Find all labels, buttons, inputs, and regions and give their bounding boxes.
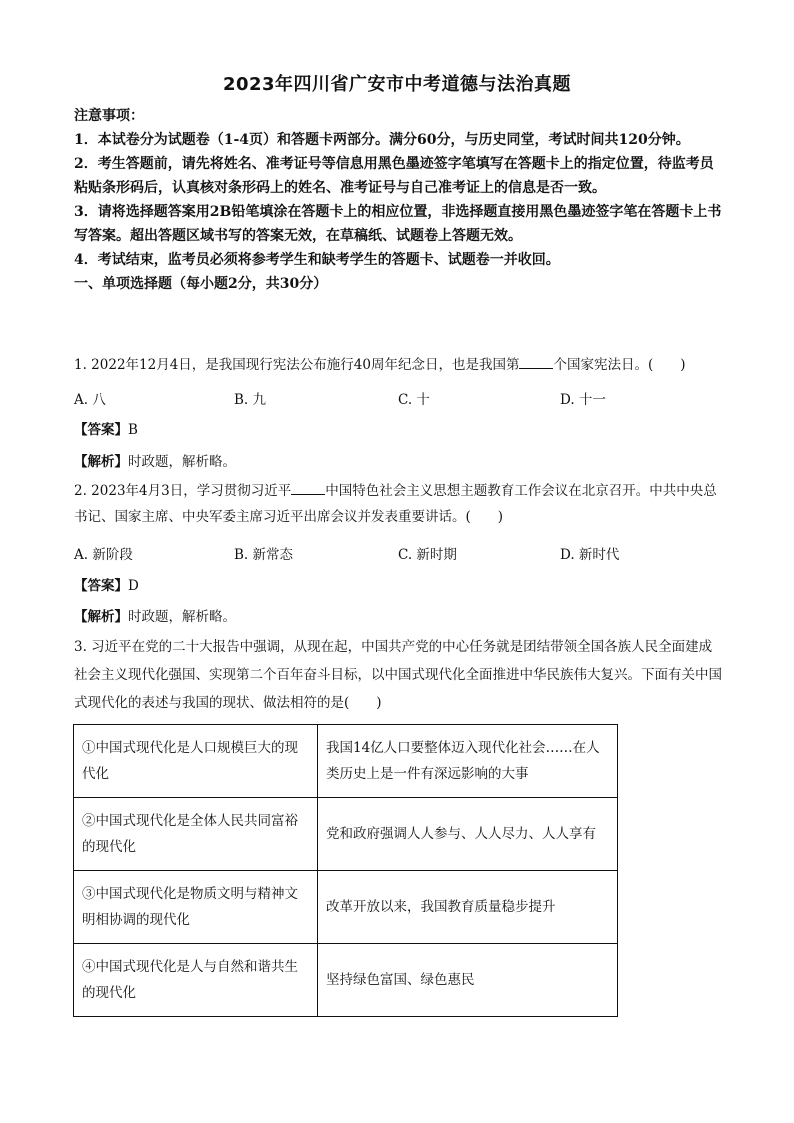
option-a: A. 八 [74,392,106,408]
table-row [74,871,618,944]
question-2-answer [74,574,139,594]
page-title: 2023年四川省广安市中考道德与法治真题 [222,74,572,95]
option-d: D. 新时代 [560,547,620,563]
table-cell: 改革开放以来，我国教育质量稳步提升 [318,871,618,944]
question-2-stem-part1: 2. 2023年4月3日，学习贯彻习近平 [74,483,292,499]
section-heading: 一、单项选择题（每小题2分，共30分） [74,276,328,292]
notice-item: 4．考试结束，监考员必须将参考学生和缺考学生的答题卡、试题卷一并收回。 [74,252,560,268]
fill-blank [519,354,553,369]
notice-heading: 注意事项： [74,108,144,124]
answer-label: 【答案】 [74,578,128,594]
option-b: B. 九 [234,392,267,408]
option-b: B. 新常态 [234,547,294,563]
fill-blank [291,480,325,495]
question-1-stem-part1: 1. 2022年12月4日，是我国现行宪法公布施行40周年纪念日，也是我国第 [74,357,520,373]
answer-label: 【答案】 [74,422,128,438]
table-cell: ②中国式现代化是全体人民共同富裕的现代化 [74,798,318,871]
question-2-analysis [74,605,236,625]
question-3-table [73,724,618,1017]
answer-value: D [128,578,139,594]
question-1-answer [74,418,138,438]
question-3-stem: 3. 习近平在党的二十大报告中强调，从现在起，中国共产党的中心任务就是团结带领全国各族人民全面建成社会主义现代化强国、实现第二个百年奋斗目标，以中国式现代化全面推进中华民族伟大复兴。下面有关中国式现代化的表述与我国的现状、做法相符的是( ) [74,639,722,711]
table-cell: ①中国式现代化是人口规模巨大的现代化 [74,725,318,798]
table-cell: 坚持绿色富国、绿色惠民 [318,944,618,1017]
table-cell: ③中国式现代化是物质文明与精神文明相协调的现代化 [74,871,318,944]
analysis-text: 时政题，解析略。 [128,609,236,625]
question-1-stem [74,352,724,378]
table-cell: 党和政府强调人人参与、人人尽力、人人享有 [318,798,618,871]
option-a: A. 新阶段 [74,547,133,563]
question-2-options [74,543,724,567]
option-c: C. 新时期 [398,547,457,563]
notice-item: 2．考生答题前，请先将姓名、准考证号等信息用黑色墨迹签字笔填写在答题卡上的指定位置，待监考员粘贴条形码后，认真核对条形码上的姓名、准考证号与自己准考证上的信息是否一致。 [74,156,714,196]
notice-block [74,104,724,296]
table-cell: 我国14亿人口要整体迈入现代化社会……在人类历史上是一件有深远影响的大事 [318,725,618,798]
question-1-analysis [74,450,236,470]
option-c: C. 十 [398,392,430,408]
analysis-text: 时政题，解析略。 [128,454,236,470]
table-row [74,944,618,1017]
question-2-stem-part2: 中国特色社会主义思想主题教育工作会议在北京召开。中共中央总书记、国家主席、中央军委主席习近平出席会议并发表重要讲话。( ) [74,483,717,525]
table-row [74,725,618,798]
answer-value: B [128,422,138,438]
analysis-label: 【解析】 [74,454,128,470]
question-2-stem [74,478,724,530]
question-1-options [74,388,724,412]
option-d: D. 十一 [560,392,606,408]
notice-item: 3．请将选择题答案用2B铅笔填涂在答题卡上的相应位置，非选择题直接用黑色墨迹签字笔在答题卡上书写答案。超出答题区域书写的答案无效，在草稿纸、试题卷上答题无效。 [74,204,722,244]
notice-item: 1．本试卷分为试题卷（1-4页）和答题卡两部分。满分60分，与历史同堂，考试时间共120分钟。 [74,132,690,148]
question-1-stem-part2: 个国家宪法日。( ) [553,357,686,373]
table-cell: ④中国式现代化是人与自然和谐共生的现代化 [74,944,318,1017]
table-row [74,798,618,871]
analysis-label: 【解析】 [74,609,128,625]
